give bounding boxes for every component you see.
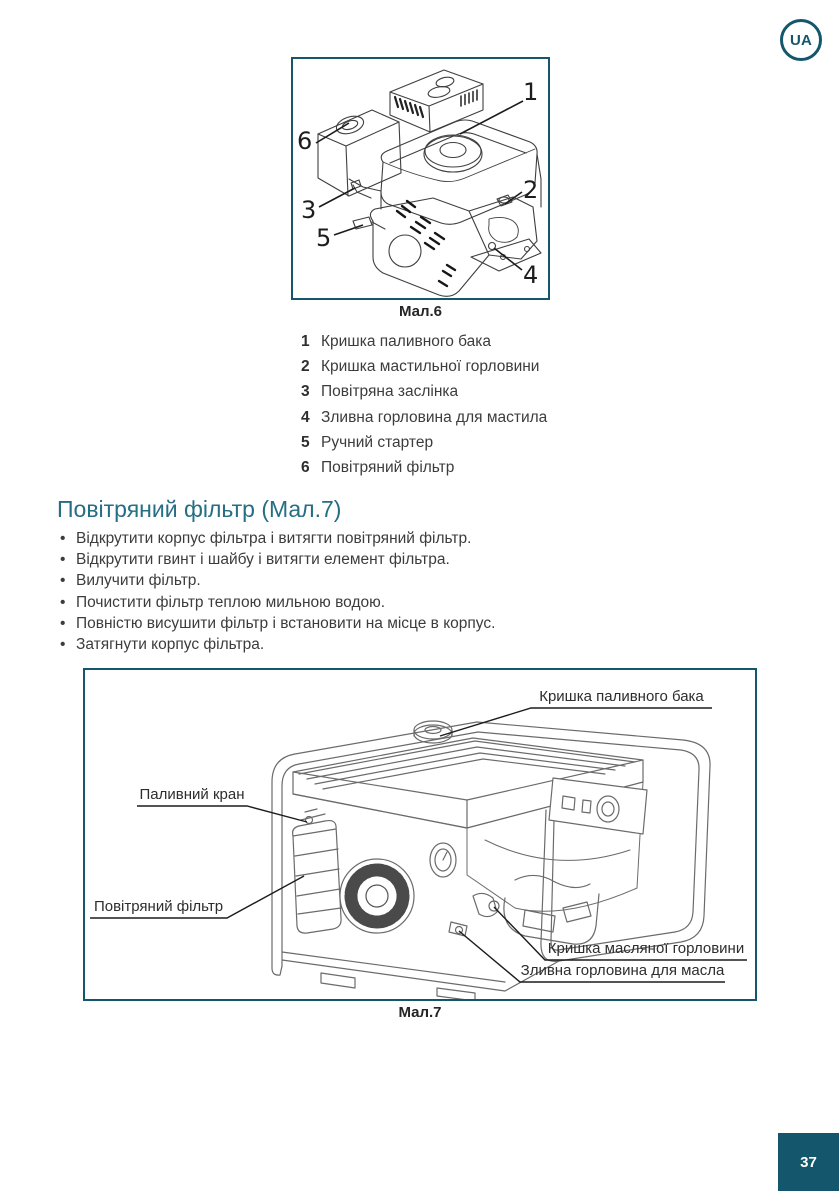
fig6-callout-3: 3	[301, 196, 317, 224]
legend-item-number: 3	[301, 383, 310, 401]
ua-badge-label: UA	[789, 31, 813, 49]
section-heading: Повітряний фільтр (Мал.7)	[57, 496, 342, 522]
fig6-callout-1: 1	[523, 78, 539, 106]
legend-item-text: Зливна горловина для мастила	[321, 408, 548, 426]
legend-item	[301, 333, 601, 358]
legend-item-text: Повітряна заслінка	[321, 383, 459, 401]
ua-language-badge	[780, 19, 822, 61]
figure7-caption: Мал.7	[398, 1004, 442, 1021]
instruction-list	[60, 530, 680, 657]
figure7-generator-diagram	[83, 668, 757, 1001]
legend-item-number: 4	[301, 408, 310, 426]
list-item	[60, 615, 680, 636]
page-number-badge	[778, 1133, 839, 1191]
legend-item	[301, 358, 601, 383]
fig6-callout-5: 5	[316, 224, 332, 252]
legend-item-text: Кришка мастильної горловини	[321, 358, 540, 376]
fig7-label-fuel-valve: Паливний кран	[139, 786, 245, 803]
bullet-icon: •	[60, 572, 66, 590]
legend-item-number: 6	[301, 458, 310, 476]
figure6-legend	[301, 333, 601, 484]
fig6-callout-4: 4	[523, 261, 539, 289]
list-item	[60, 551, 680, 572]
bullet-icon: •	[60, 635, 66, 653]
list-item-text: Затягнути корпус фільтра.	[76, 635, 265, 653]
legend-item-text: Повітряний фільтр	[321, 458, 455, 476]
fig7-label-oil-filler-cap: Кришка масляної горловини	[547, 940, 745, 957]
bullet-icon: •	[60, 593, 66, 611]
list-item-text: Відкрутити корпус фільтра і витягти повітряний фільтр.	[76, 530, 472, 547]
legend-item	[301, 383, 601, 408]
list-item	[60, 636, 680, 657]
fig7-label-air-filter: Повітряний фільтр	[93, 898, 224, 915]
legend-item-text: Ручний стартер	[321, 433, 434, 451]
figure6-engine-diagram	[291, 57, 550, 300]
fig7-label-oil-drain: Зливна горловина для масла	[520, 962, 725, 979]
list-item	[60, 572, 680, 593]
legend-item-number: 1	[301, 333, 310, 350]
legend-item-number: 5	[301, 433, 310, 451]
list-item	[60, 594, 680, 615]
legend-item	[301, 459, 601, 484]
legend-item	[301, 434, 601, 459]
list-item-text: Повністю висушити фільтр і встановити на місце в корпус.	[76, 614, 496, 632]
bullet-icon: •	[60, 551, 66, 569]
bullet-icon: •	[60, 614, 66, 632]
page-number-text: 37	[800, 1153, 817, 1171]
legend-item-number: 2	[301, 358, 310, 376]
fig6-callout-6: 6	[297, 127, 313, 155]
list-item-text: Вилучити фільтр.	[76, 572, 201, 590]
legend-item	[301, 409, 601, 434]
engine-line-art	[293, 59, 548, 298]
list-item-text: Почистити фільтр теплою мильною водою.	[76, 593, 386, 611]
bullet-icon: •	[60, 530, 66, 547]
legend-item-text: Кришка паливного бака	[321, 333, 492, 350]
figure6-caption: Мал.6	[398, 303, 443, 320]
list-item-text: Відкрутити гвинт і шайбу і витягти елемент фільтра.	[76, 551, 450, 569]
fig6-callout-2: 2	[523, 176, 539, 204]
list-item	[60, 530, 680, 551]
fig7-label-fuel-tank-cap: Кришка паливного бака	[539, 688, 704, 705]
